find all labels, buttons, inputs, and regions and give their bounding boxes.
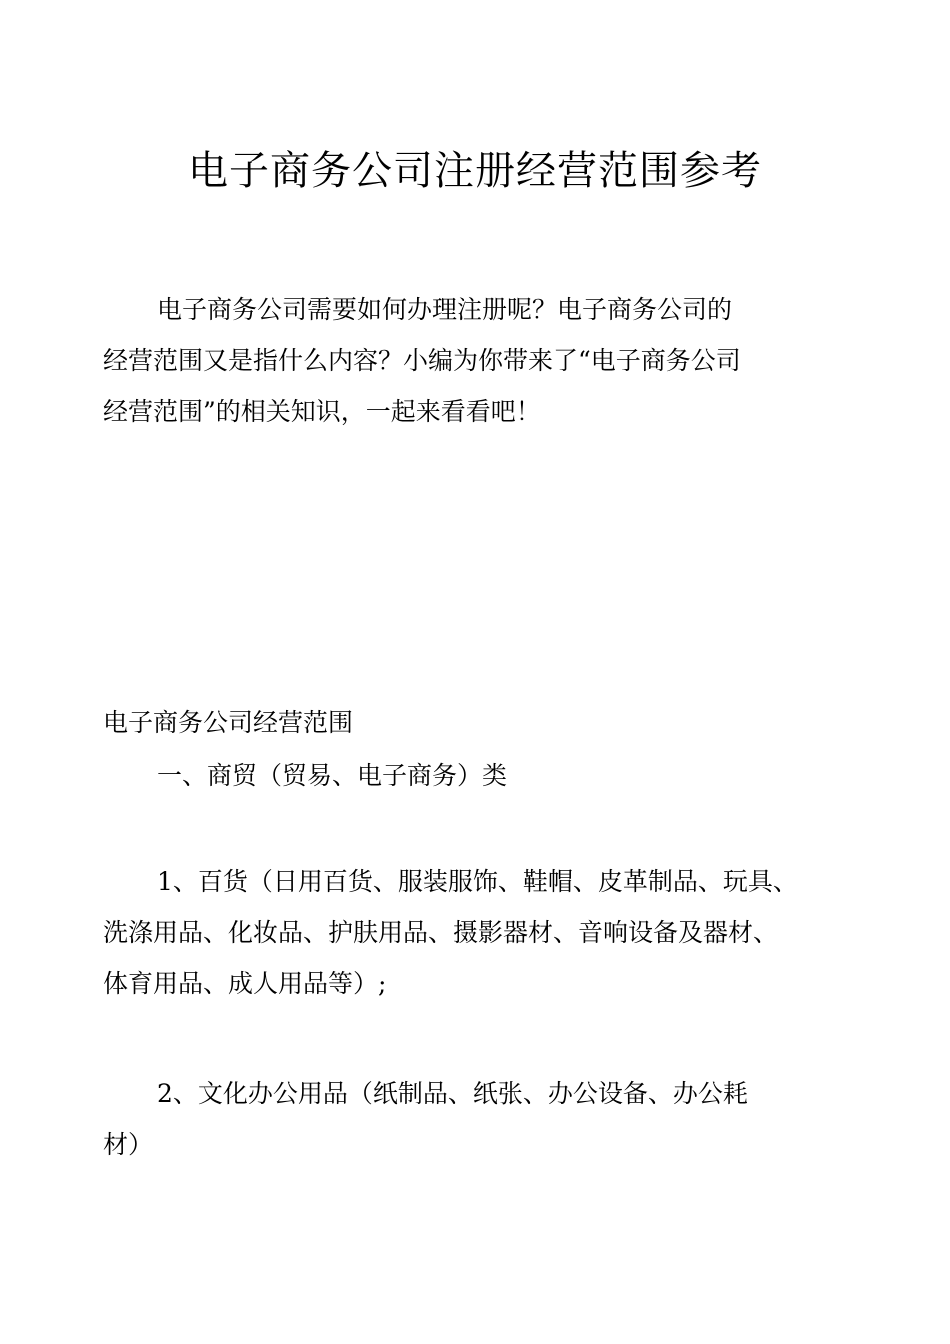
section-heading xyxy=(103,697,863,748)
category-heading xyxy=(103,750,863,801)
list-item-line: 洗涤用品、化妆品、护肤用品、摄影器材、音响设备及器材、 xyxy=(103,918,779,947)
list-item xyxy=(103,856,863,1009)
intro-line: 经营范围”的相关知识，一起来看看吧！ xyxy=(103,397,541,426)
list-item-line: 2、文化办公用品（纸制品、纸张、办公设备、办公耗 xyxy=(157,1079,748,1108)
list-item-line: 1、百货（日用百货、服装服饰、鞋帽、皮革制品、玩具、 xyxy=(157,867,798,896)
intro-line: 电子商务公司需要如何办理注册呢？电子商务公司的 xyxy=(157,295,733,324)
list-item-line: 材） xyxy=(103,1130,154,1159)
intro-paragraph xyxy=(103,284,863,437)
document-title: 电子商务公司注册经营范围参考 xyxy=(188,148,762,194)
category-heading-text: 一、商贸（贸易、电子商务）类 xyxy=(157,761,508,790)
section-heading-text: 电子商务公司经营范围 xyxy=(103,708,354,737)
list-item xyxy=(103,1068,863,1170)
list-item-line: 体育用品、成人用品等）; xyxy=(103,969,387,998)
intro-line: 经营范围又是指什么内容？小编为你带来了“电子商务公司 xyxy=(103,346,741,375)
